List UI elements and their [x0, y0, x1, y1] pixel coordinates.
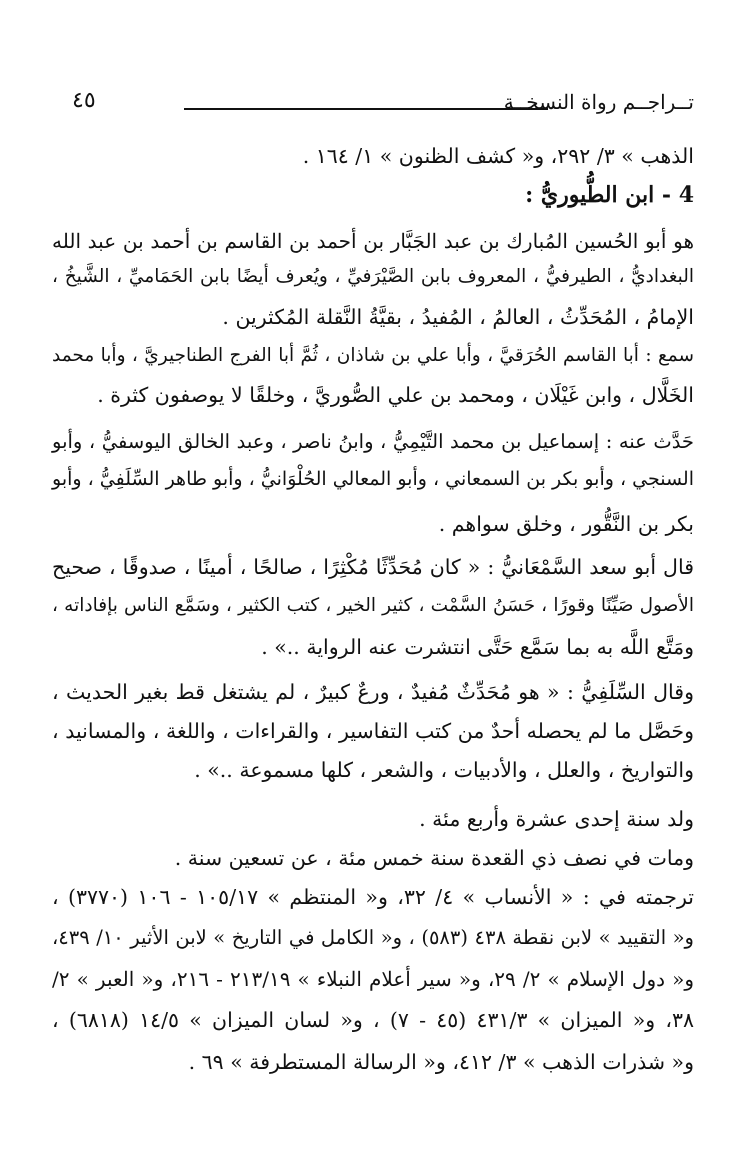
- text-line: ومَتَّع اللَّه به بما سَمَّع حَتَّى انتشرت عنه الرواية ..» .: [261, 635, 694, 659]
- page-header: [62, 88, 694, 128]
- text-line: ومات في نصف ذي القعدة سنة خمس مئة ، عن تسعين سنة .: [174, 846, 694, 870]
- text-line: وقال السِّلَفِيُّ : « هو مُحَدِّثٌ مُفيدٌ ، ورعٌ كبيرٌ ، لم يشتغل قط بغير الحديث ،: [52, 680, 694, 704]
- text-line: الأصول صَيِّنًا وقورًا ، حَسَنُ السَّمْت ، كثير الخير ، كتب الكثير ، وسَمَّع الناس بإفاداته ،: [52, 595, 694, 616]
- text-line: البغداديُّ ، الطيرفيُّ ، المعروف بابن الصَّيْرَفيِّ ، ويُعرف أيضًا بابن الحَمَاميِّ ، الشَّيخُ ،: [52, 266, 694, 287]
- text-line: ٣٨، و« الميزان » ٤٣١/٣ (٤٥ - ٧) ، و« لسان الميزان » ١٤/٥ (٦٨١٨) ،: [52, 1008, 694, 1032]
- section-heading: 4 - ابن الطُّيوريُّ :: [525, 182, 694, 208]
- text-line: ترجمته في : « الأنساب » ٤/ ٣٢، و« المنتظم » ١٠٥/١٧ - ١٠٦ (٣٧٧٠) ،: [52, 885, 694, 909]
- text-line: حَدَّث عنه : إسماعيل بن محمد التَّيْمِيُّ ، وابنُ ناصر ، وعبد الخالق اليوسفيُّ ، وأبو: [52, 430, 694, 453]
- text-line: سمع : أبا القاسم الحُرَقيَّ ، وأبا علي بن شاذان ، ثُمَّ أبا الفرج الطناجيريَّ ، وأبا محمد: [52, 345, 694, 366]
- text-line: قال أبو سعد السَّمْعَانيُّ : « كان مُحَدِّثًا مُكْثِرًا ، صالحًا ، أمينًا ، صدوقًا ، صحيح: [52, 555, 694, 579]
- text-line: ولد سنة إحدى عشرة وأربع مئة .: [419, 807, 694, 831]
- text-line: والتواريخ ، والعلل ، والأدبيات ، والشعر ، كلها مسموعة ..» .: [194, 758, 694, 782]
- page-number: ٤٥: [72, 88, 96, 113]
- text-line: الإمامُ ، المُحَدِّثُ ، العالمُ ، المُفيدُ ، بقيَّةُ النَّقلة المُكثرين .: [222, 305, 694, 329]
- text-line: الخَلَّال ، وابن غَيْلَان ، ومحمد بن علي الصُّوريَّ ، وخلقًا لا يوصفون كثرة .: [97, 383, 694, 407]
- text-line: وحَصَّل ما لم يحصله أحدٌ من كتب التفاسير ، والقراءات ، واللغة ، والمسانيد ،: [52, 719, 694, 743]
- running-title: تــراجــم رواة النسخــة: [503, 90, 694, 114]
- header-rule: [184, 108, 548, 110]
- text-line: و« التقييد » لابن نقطة ٤٣٨ (٥٨٣) ، و« الكامل في التاريخ » لابن الأثير ١٠/ ٤٣٩،: [52, 926, 694, 949]
- text-line: الذهب » ٣/ ٢٩٢، و« كشف الظنون » ١/ ١٦٤ .: [302, 144, 694, 168]
- text-line: هو أبو الحُسين المُبارك بن عبد الجَبَّار بن أحمد بن القاسم بن أحمد بن عبد الله: [52, 229, 694, 253]
- text-line: و« دول الإسلام » ٢/ ٢٩، و« سير أعلام النبلاء » ٢١٣/١٩ - ٢١٦، و« العبر » ٢/: [52, 967, 694, 991]
- text-line: السنجي ، وأبو بكر بن السمعاني ، وأبو المعالي الحُلْوَانيُّ ، وأبو طاهر السِّلَفِيُّ ، وأبو: [52, 468, 694, 490]
- text-line: و« شذرات الذهب » ٣/ ٤١٢، و« الرسالة المستطرفة » ٦٩ .: [188, 1050, 694, 1074]
- text-line: بكر بن النَّقُّور ، وخلق سواهم .: [438, 512, 694, 536]
